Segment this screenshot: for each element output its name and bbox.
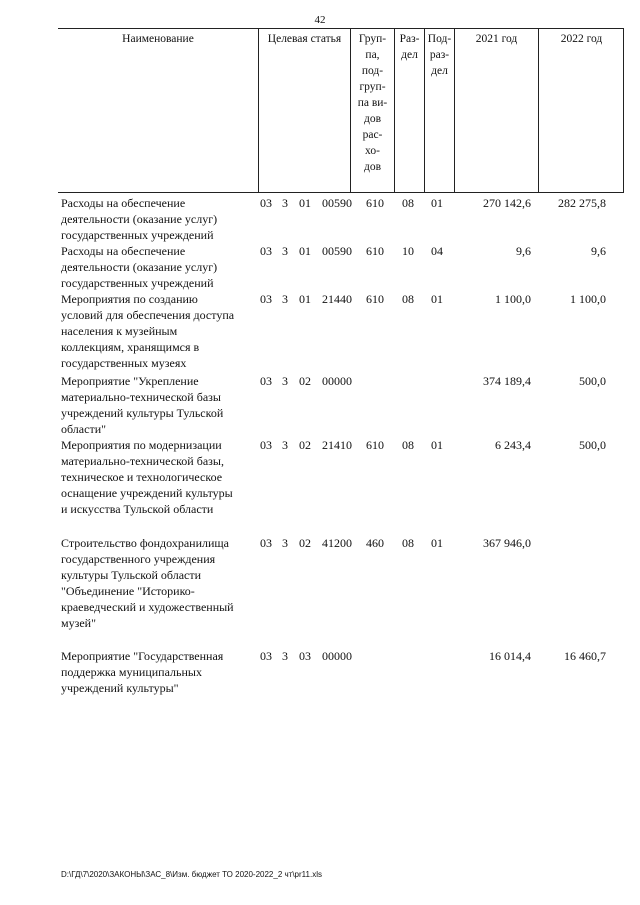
group-code: 610 (366, 196, 384, 210)
target-part-4: 21410 (322, 438, 352, 452)
target-part-3: 02 (299, 374, 311, 388)
target-part-1: 03 (260, 244, 272, 258)
value-2021: 6 243,4 (495, 438, 531, 452)
group-code: 610 (366, 244, 384, 258)
target-part-4: 41200 (322, 536, 352, 550)
group-code: 610 (366, 292, 384, 306)
razdel-code: 08 (402, 292, 414, 306)
value-2021: 1 100,0 (495, 292, 531, 306)
target-part-2: 3 (282, 196, 288, 210)
podrazdel-code: 04 (431, 244, 443, 258)
target-part-2: 3 (282, 244, 288, 258)
row-name: Расходы на обеспечение деятельности (оказание услуг) государственных учреждений (61, 244, 218, 290)
target-part-4: 00590 (322, 244, 352, 258)
target-part-4: 00000 (322, 374, 352, 388)
value-2022: 500,0 (579, 374, 606, 388)
page-number: 42 (314, 14, 326, 26)
target-part-3: 02 (299, 536, 311, 550)
header-name: Наименование (122, 33, 194, 45)
target-part-3: 02 (299, 438, 311, 452)
razdel-code: 08 (402, 196, 414, 210)
target-part-3: 01 (299, 244, 311, 258)
value-2022: 282 275,8 (558, 196, 606, 210)
table-header (58, 28, 624, 193)
target-part-1: 03 (260, 438, 272, 452)
header-podrazdel: Под- раз- дел (424, 28, 454, 193)
razdel-code: 10 (402, 244, 414, 258)
value-2022: 16 460,7 (564, 649, 606, 663)
row-name: Строительство фондохранилища государственного учреждения культуры Тульской области "Объединение "Историко- краеведческий и художественный музей" (61, 536, 234, 630)
target-part-2: 3 (282, 536, 288, 550)
podrazdel-code: 01 (431, 438, 443, 452)
group-code: 610 (366, 438, 384, 452)
target-part-4: 21440 (322, 292, 352, 306)
file-path-footer: D:\ГД\7\2020\ЗАКОНЫ\ЗАС_8\Изм. бюджет ТО 2020-2022_2 чт\pr11.xls (61, 870, 322, 879)
row-name: Мероприятие "Укрепление материально-технической базы учреждений культуры Тульской области" (61, 374, 224, 436)
razdel-code: 08 (402, 536, 414, 550)
target-part-1: 03 (260, 292, 272, 306)
target-part-4: 00000 (322, 649, 352, 663)
row-name: Мероприятия по созданию условий для обеспечения доступа населения к музейным коллекциям, хранящимся в государственных музеях (61, 292, 235, 370)
target-part-1: 03 (260, 649, 272, 663)
target-part-3: 01 (299, 292, 311, 306)
value-2021: 374 189,4 (483, 374, 531, 388)
target-part-1: 03 (260, 196, 272, 210)
target-part-4: 00590 (322, 196, 352, 210)
target-part-2: 3 (282, 649, 288, 663)
value-2021: 270 142,6 (483, 196, 531, 210)
value-2022: 9,6 (591, 244, 606, 258)
podrazdel-code: 01 (431, 196, 443, 210)
header-razdel: Раз- дел (394, 28, 424, 193)
value-2021: 16 014,4 (489, 649, 531, 663)
header-target: Целевая статья (258, 28, 350, 193)
group-code: 460 (366, 536, 384, 550)
podrazdel-code: 01 (431, 536, 443, 550)
row-name: Мероприятие "Государственная поддержка муниципальных учреждений культуры" (61, 649, 224, 695)
podrazdel-code: 01 (431, 292, 443, 306)
row-name: Расходы на обеспечение деятельности (оказание услуг) государственных учреждений (61, 196, 218, 242)
target-part-2: 3 (282, 438, 288, 452)
value-2022: 1 100,0 (570, 292, 606, 306)
target-part-2: 3 (282, 374, 288, 388)
header-group: Груп- па, под- груп- па ви- дов рас- хо- дов (350, 28, 394, 193)
header-2022: 2022 год (538, 28, 624, 193)
value-2021: 367 946,0 (483, 536, 531, 550)
target-part-3: 03 (299, 649, 311, 663)
value-2021: 9,6 (516, 244, 531, 258)
target-part-1: 03 (260, 536, 272, 550)
header-2021: 2021 год (454, 28, 538, 193)
row-name: Мероприятия по модернизации материально-технической базы, техническое и технологическое оснащение учреждений культуры и искусства Тульской области (61, 438, 233, 516)
value-2022: 500,0 (579, 438, 606, 452)
razdel-code: 08 (402, 438, 414, 452)
target-part-2: 3 (282, 292, 288, 306)
target-part-1: 03 (260, 374, 272, 388)
target-part-3: 01 (299, 196, 311, 210)
